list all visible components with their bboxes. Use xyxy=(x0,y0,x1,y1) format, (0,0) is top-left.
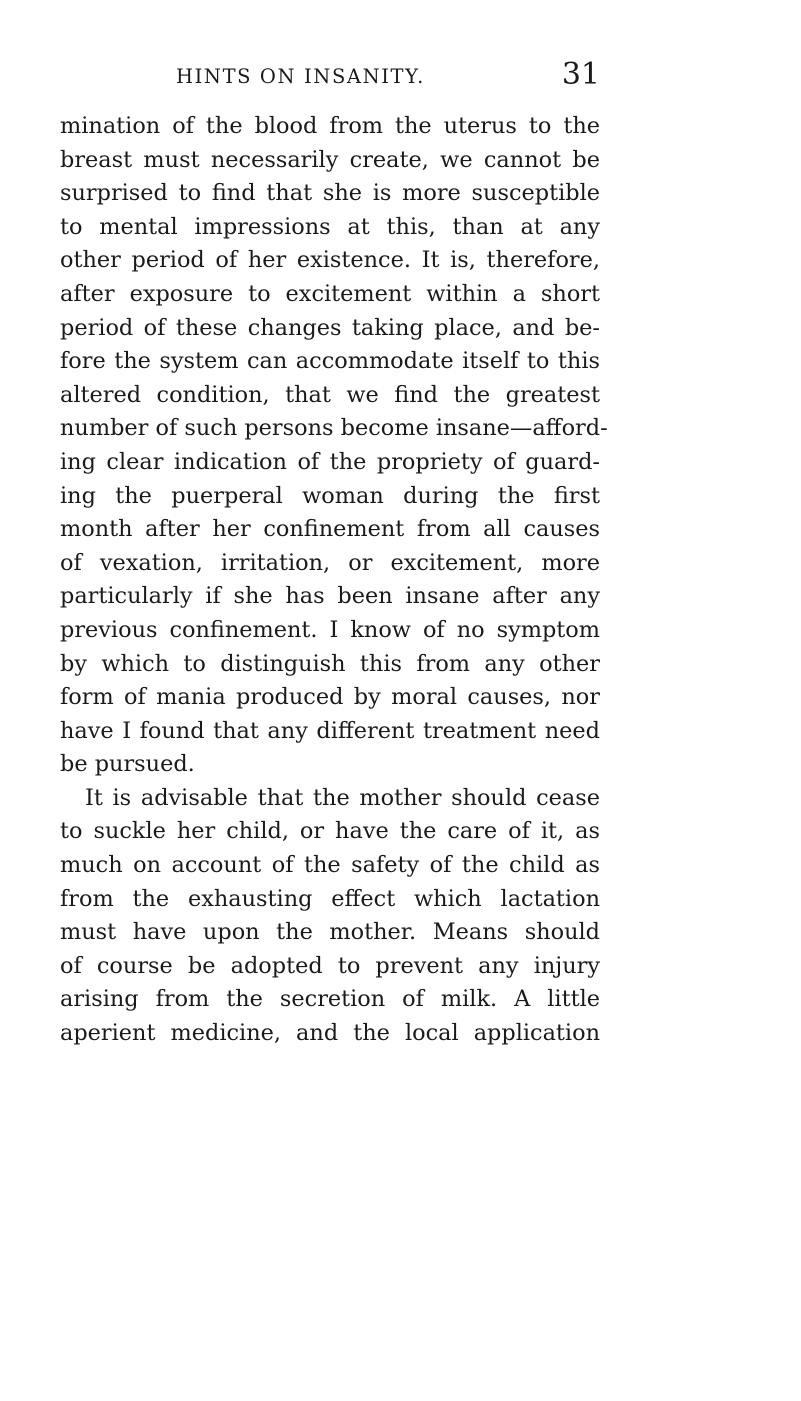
paragraph-first-line: It is advisable that the mother should cease xyxy=(85,784,600,811)
text-line: surprised to find that she is more susceptible xyxy=(60,180,600,207)
body-text xyxy=(60,110,608,1051)
text-line: previous confinement. I know of no symptom xyxy=(60,616,600,643)
running-head xyxy=(176,57,600,92)
text-line: fore the system can accommodate itself to this xyxy=(60,348,600,375)
text-line: aperient medicine, and the local application xyxy=(60,1020,600,1047)
text-line: must have upon the mother. Means should xyxy=(60,919,600,946)
text-line: after exposure to excitement within a short xyxy=(60,280,600,307)
text-line: number of such persons become insane—afford- xyxy=(60,415,608,442)
text-line: to mental impressions at this, than at any xyxy=(60,213,600,240)
paragraph-last-line: be pursued. xyxy=(60,751,195,778)
text-line: period of these changes taking place, and be- xyxy=(60,314,600,341)
text-line: ing clear indication of the propriety of guard- xyxy=(60,448,600,475)
text-line: of vexation, irritation, or excitement, more xyxy=(60,549,600,576)
text-line: have I found that any different treatment need xyxy=(60,717,600,744)
text-line: form of mania produced by moral causes, nor xyxy=(60,684,600,711)
running-title: HINTS ON INSANITY. xyxy=(176,65,425,88)
page-number: 31 xyxy=(561,57,600,92)
text-line: from the exhausting effect which lactation xyxy=(60,885,600,912)
text-line: mination of the blood from the uterus to the xyxy=(60,113,600,139)
text-line: to suckle her child, or have the care of it, as xyxy=(60,818,600,845)
text-line: by which to distinguish this from any other xyxy=(60,650,600,677)
text-line: ing the puerperal woman during the first xyxy=(60,482,600,509)
text-line: breast must necessarily create, we cannot be xyxy=(60,146,600,173)
text-line: other period of her existence. It is, therefore, xyxy=(60,247,600,274)
text-line: particularly if she has been insane after any xyxy=(60,583,600,610)
text-line: much on account of the safety of the child as xyxy=(60,852,600,879)
text-line: arising from the secretion of milk. A little xyxy=(60,986,600,1013)
text-line: month after her confinement from all causes xyxy=(60,516,600,543)
text-line: altered condition, that we find the greatest xyxy=(60,381,600,408)
text-line: of course be adopted to prevent any injury xyxy=(60,952,600,979)
